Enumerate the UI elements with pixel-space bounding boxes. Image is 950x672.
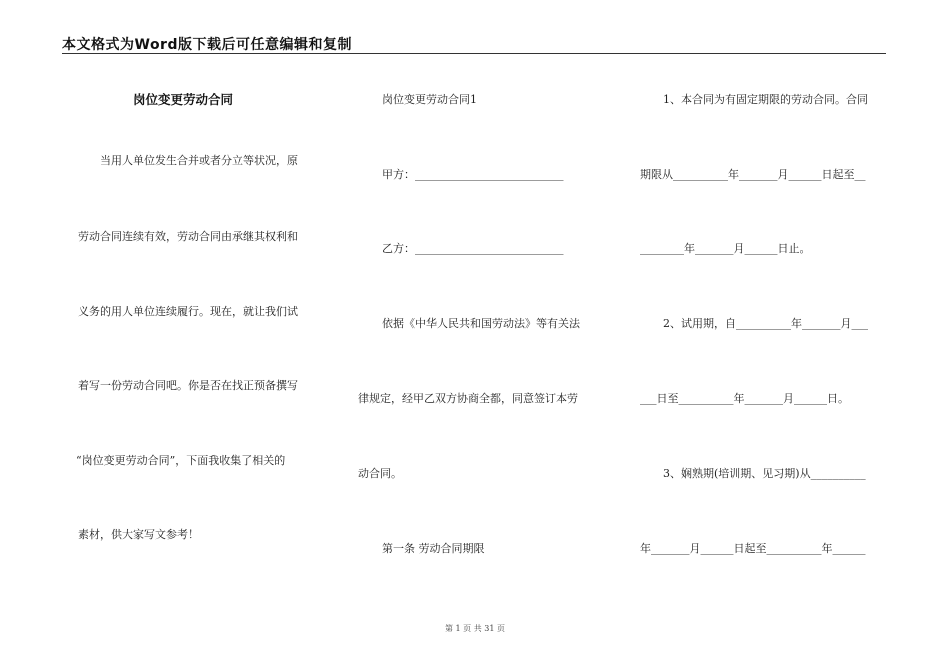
paragraph-line: 义务的用人单位连续履行。现在，就让我们试 xyxy=(78,305,298,318)
document-title: 岗位变更劳动合同 xyxy=(133,92,234,107)
party-a-line: 甲方：___________________________ xyxy=(382,168,564,181)
article-heading: 第一条 劳动合同期限 xyxy=(382,542,485,555)
column-3 xyxy=(620,0,920,672)
paragraph-line: 劳动合同连续有效，劳动合同由承继其权利和 xyxy=(78,230,298,243)
paragraph-line: 律规定，经甲乙双方协商全都，同意签订本劳 xyxy=(358,392,578,405)
page-number: 第 1 页 共 31 页 xyxy=(445,624,505,633)
paragraph-line: ___日至__________年_______月______日。 xyxy=(640,392,849,405)
paragraph-line: 着写一份劳动合同吧。你是否在找正预备撰写 xyxy=(78,379,298,392)
paragraph-line: ________年_______月______日止。 xyxy=(640,242,811,255)
paragraph-line: 动合同。 xyxy=(358,467,402,480)
paragraph-line: 当用人单位发生合并或者分立等状况，原 xyxy=(100,154,298,167)
paragraph-line: 期限从__________年_______月______日起至__ xyxy=(640,168,866,181)
paragraph-line: 2、试用期，自__________年_______月___ xyxy=(663,317,868,330)
paragraph-line: 年_______月______日起至__________年______ xyxy=(640,542,866,555)
paragraph-line: 依据《中华人民共和国劳动法》等有关法 xyxy=(382,317,580,330)
section-heading: 岗位变更劳动合同1 xyxy=(382,93,477,106)
paragraph-line: “岗位变更劳动合同”，下面我收集了相关的 xyxy=(76,454,286,467)
party-b-line: 乙方：___________________________ xyxy=(382,242,564,255)
paragraph-line: 素材，供大家写文参考！ xyxy=(78,528,199,541)
column-2 xyxy=(330,0,620,672)
column-1 xyxy=(0,0,330,672)
paragraph-line: 3、娴熟期(培训期、见习期)从__________ xyxy=(663,467,866,480)
paragraph-line: 1、本合同为有固定期限的劳动合同。合同 xyxy=(663,93,868,106)
document-header-title: 本文格式为Word版下载后可任意编辑和复制 xyxy=(62,37,352,53)
